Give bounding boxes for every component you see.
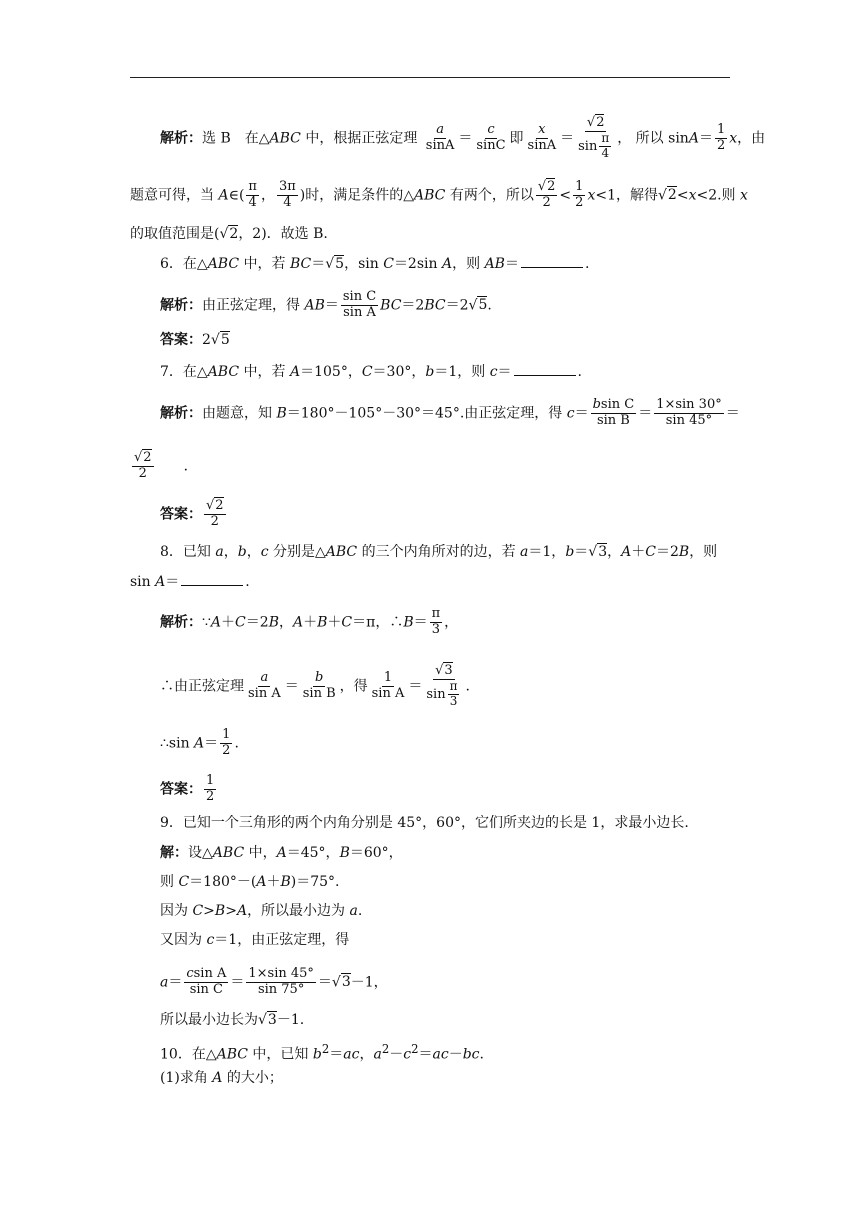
q8-question-cont: sin A＝ .: [130, 571, 250, 592]
fraction: $\frac{\text{sin C}}{\text{sin A}}$: [342, 289, 377, 320]
q5-analysis-line-1: 解析：选 B 在△ABC 中，根据正弦定理 $\frac{a}{\sin A}$ ＝ $\frac{c}{\sin C}$ 即 $\frac{x}{\sin A}$ ＝ √2 sin $\frac{\pi}{4}$ ， 所以 sinA＝ $\frac{1}{2}$ x，由: [160, 115, 766, 160]
q9-solution-line-3: 因为 C>B>A，所以最小边为 a.: [160, 903, 363, 919]
q9-question: 9．已知一个三角形的两个内角分别是 45°，60°，它们所夹边的长是 1，求最小边长.: [160, 815, 689, 831]
q9-solution-line-1: 解：设△ABC 中，A＝45°，B＝60°，: [160, 845, 403, 861]
fraction: $\frac{1}{2}$: [575, 179, 584, 210]
fraction: $\frac{1}{2}$: [716, 121, 726, 153]
q9-solution-line-5: a＝ $\frac{\text{csin A}}{\text{sin C}}$ ＝ $\frac{1\times\sin 45^\circ}{\sin 75^\circ}$ ＝√3－1，: [160, 966, 388, 997]
q10-part-1: (1)求角 A 的大小；: [160, 1070, 283, 1086]
fraction: $\frac{√2}{2}$: [134, 450, 152, 481]
fraction: $\frac{a}{\sin A}$: [425, 121, 455, 153]
fraction: $\frac{1}{2}$: [222, 727, 231, 758]
fraction: √3 sin $\frac{\pi}{3}$: [426, 663, 458, 708]
fraction: $\frac{a}{\text{sin A}}$: [248, 669, 281, 701]
q8-analysis-line-3: ∴sin A＝ $\frac{1}{2}$ .: [160, 727, 239, 758]
answer-blank: [514, 361, 576, 376]
q6-question: 6．在△ABC 中，若 BC＝√5，sin C＝2sin A，则 AB＝ .: [160, 253, 589, 274]
fraction: √2 sin $\frac{\pi}{4}$: [578, 115, 610, 160]
q7-answer: 答案： $\frac{√2}{2}$: [160, 498, 224, 529]
q9-solution-line-4: 又因为 c＝1，由正弦定理，得: [160, 932, 350, 948]
q10-question: 10．在△ABC 中，已知 $b^2=ac$，$a^2-c^2=ac-bc$.: [160, 1042, 484, 1063]
fraction: $\frac{\pi}{4}$: [248, 179, 257, 210]
fraction: $\frac{\text{csin A}}{\text{sin C}}$: [186, 966, 227, 997]
q9-solution-line-2: 则 C＝180°－(A＋B)＝75°.: [160, 874, 340, 890]
header-rule: [130, 77, 730, 78]
fraction: $\frac{1}{\text{sin A}}$: [371, 669, 405, 701]
q6-analysis: 解析：由正弦定理，得 AB＝ $\frac{\text{sin C}}{\text{sin A}}$ BC＝2BC＝2√5.: [160, 289, 492, 320]
q5-analysis-line-2: 题意可得，当 A∈( $\frac{\pi}{4}$ ， $\frac{3\pi}{4}$ )时，满足条件的△ABC 有两个，所以 $\frac{√2}{2}$ < $\frac{1}{2}$ x<1，解得√2<x<2.则 x: [130, 179, 748, 210]
fraction: $\frac{1\times\sin 45^\circ}{\sin 75^\circ}$: [248, 966, 314, 997]
fraction: $\frac{\pi}{3}$: [431, 606, 441, 637]
answer-blank: [521, 253, 583, 268]
q5-analysis-line-3: 的取值范围是(√2，2)．故选 B.: [130, 226, 328, 242]
fraction: $\frac{c}{\sin C}$: [476, 121, 506, 153]
fraction: $\frac{√2}{2}$: [206, 498, 224, 529]
q7-analysis-cont: $\frac{√2}{2}$ ．: [134, 450, 198, 481]
q6-answer: 答案：2√5: [160, 332, 230, 348]
q8-answer: 答案： $\frac{1}{2}$: [160, 773, 215, 804]
fraction: $\frac{3\pi}{4}$: [278, 179, 296, 210]
fraction: $\frac{1\times\sin 30^\circ}{\sin 45^\circ}$: [656, 397, 722, 428]
q8-analysis-line-1: 解析：∵A＋C＝2B，A＋B＋C＝π，∴B＝ $\frac{\pi}{3}$ ，: [160, 606, 459, 637]
q8-analysis-line-2: ∴由正弦定理 $\frac{a}{\text{sin A}}$ ＝ $\frac{b}{\text{sin B}}$ ，得 $\frac{1}{\text{sin A}}$ ＝ √3 sin $\frac{\pi}{3}$ .: [160, 663, 470, 708]
fraction: $\frac{\text{bsin C}}{\text{sin B}}$: [592, 397, 635, 428]
fraction: $\frac{√2}{2}$: [537, 179, 556, 210]
fraction: $\frac{b}{\text{sin B}}$: [302, 669, 336, 701]
q8-question: 8．已知 a，b，c 分别是△ABC 的三个内角所对的边，若 a＝1，b＝√3，A＋C＝2B，则: [160, 544, 718, 560]
q9-solution-line-6: 所以最小边长为√3－1.: [160, 1012, 305, 1028]
fraction: $\frac{1}{2}$: [206, 773, 215, 804]
answer-blank: [181, 571, 243, 586]
fraction: $\frac{x}{\sin A}$: [527, 121, 557, 153]
q7-analysis: 解析：由题意，知 B＝180°－105°－30°＝45°.由正弦定理，得 c＝ $\frac{\text{bsin C}}{\text{sin B}}$ ＝ $\frac{1\times\sin 30^\circ}{\sin 45^\circ}$ ＝: [160, 397, 740, 428]
q7-question: 7．在△ABC 中，若 A＝105°，C＝30°，b＝1，则 c＝ .: [160, 361, 582, 382]
